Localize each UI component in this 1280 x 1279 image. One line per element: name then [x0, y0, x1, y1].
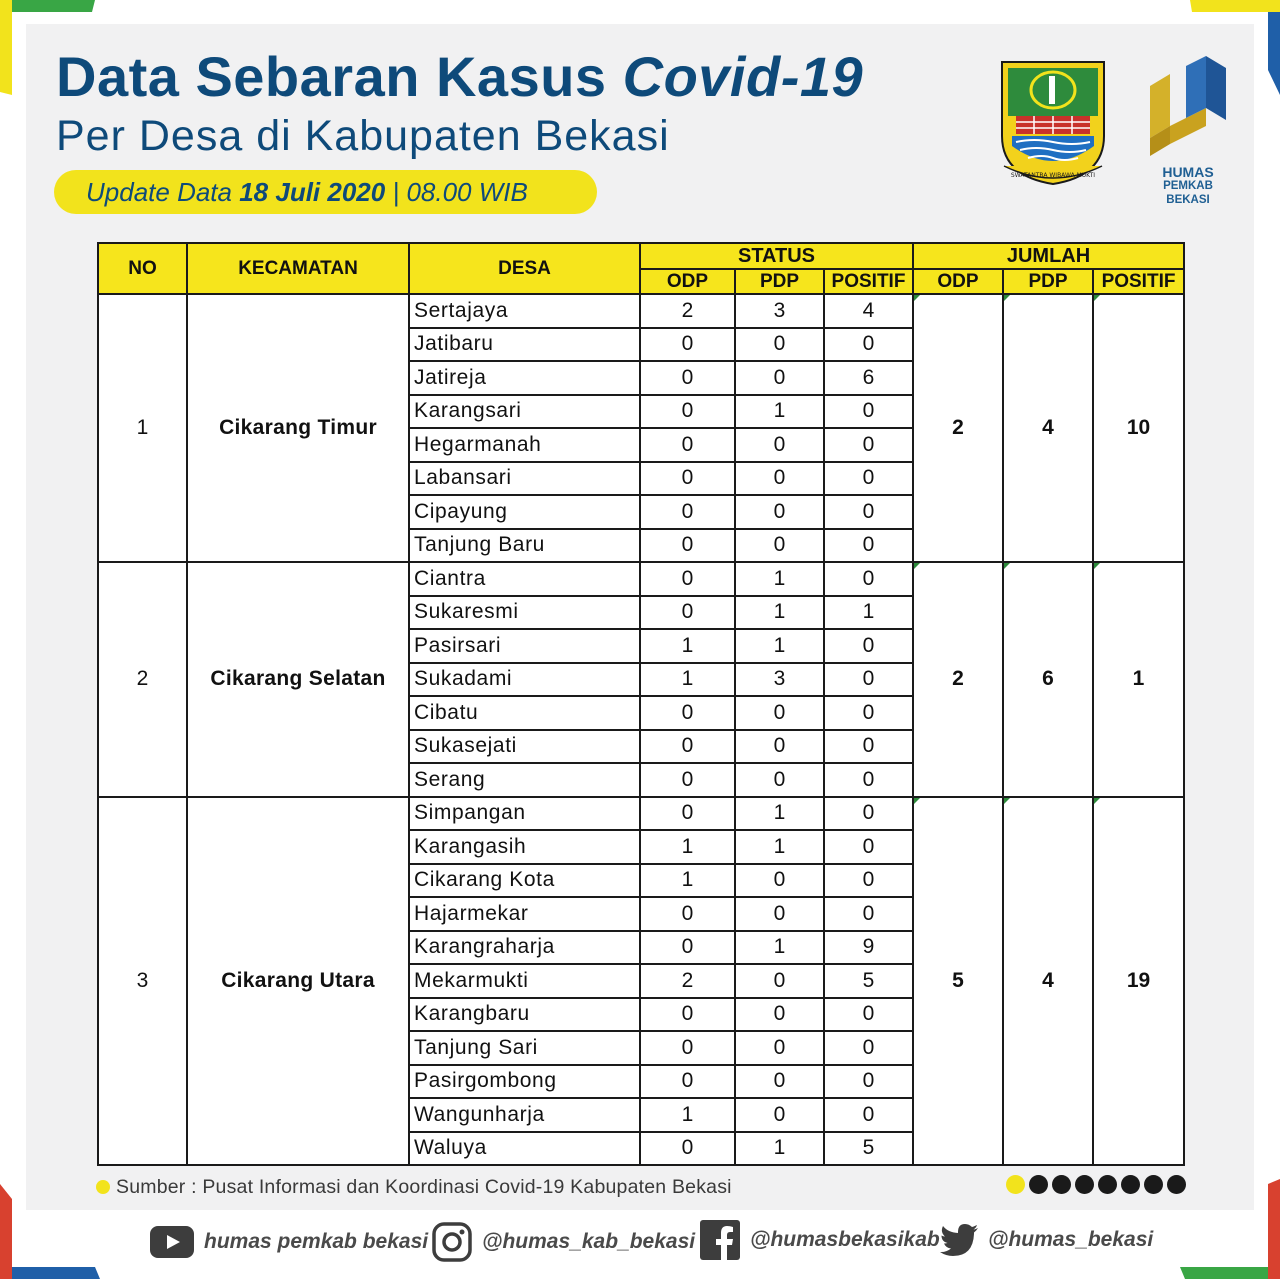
social-label: humas pemkab bekasi — [204, 1230, 429, 1253]
cell-desa: Hajarmekar — [409, 897, 640, 931]
table-row — [98, 562, 1184, 596]
cell-jumlah-positif: 1 — [1093, 562, 1184, 797]
cell-status-positif: 0 — [824, 663, 913, 697]
page-dot[interactable] — [1029, 1175, 1048, 1194]
table-row — [98, 797, 1184, 831]
cell-status-odp: 0 — [640, 328, 735, 362]
update-time: 08.00 WIB — [406, 177, 528, 207]
cell-status-pdp: 0 — [735, 1065, 824, 1099]
cell-status-positif: 5 — [824, 1132, 913, 1166]
title-plain: Data Sebaran Kasus — [56, 45, 607, 108]
cell-status-odp: 0 — [640, 998, 735, 1032]
cell-status-pdp: 1 — [735, 596, 824, 630]
facebook-icon — [700, 1220, 740, 1260]
cell-status-positif: 0 — [824, 428, 913, 462]
cell-status-positif: 0 — [824, 495, 913, 529]
cell-status-positif: 0 — [824, 462, 913, 496]
cell-kecamatan: Cikarang Selatan — [187, 562, 409, 797]
cell-status-positif: 0 — [824, 1031, 913, 1065]
cell-desa: Ciantra — [409, 562, 640, 596]
cell-desa: Pasirsari — [409, 629, 640, 663]
cell-status-positif: 6 — [824, 361, 913, 395]
twitter-icon — [940, 1224, 978, 1256]
table-row — [98, 294, 1184, 328]
cell-status-positif: 0 — [824, 864, 913, 898]
cell-desa: Jatibaru — [409, 328, 640, 362]
cell-status-pdp: 0 — [735, 495, 824, 529]
cell-no: 3 — [98, 797, 187, 1166]
cell-jumlah-pdp: 4 — [1003, 294, 1093, 562]
cell-status-positif: 0 — [824, 1065, 913, 1099]
cell-status-pdp: 0 — [735, 428, 824, 462]
update-prefix: Update Data — [86, 177, 232, 207]
page-subtitle: Per Desa di Kabupaten Bekasi — [56, 112, 670, 160]
cell-status-positif: 0 — [824, 1098, 913, 1132]
cell-status-pdp: 0 — [735, 696, 824, 730]
cell-status-pdp: 3 — [735, 294, 824, 328]
cell-status-pdp: 0 — [735, 462, 824, 496]
page-title — [56, 44, 863, 109]
cell-desa: Sukaresmi — [409, 596, 640, 630]
cell-status-odp: 0 — [640, 462, 735, 496]
cell-status-pdp: 0 — [735, 529, 824, 563]
cell-status-odp: 1 — [640, 864, 735, 898]
cell-desa: Labansari — [409, 462, 640, 496]
header-status-pdp: PDP — [735, 269, 824, 294]
source-note — [96, 1176, 732, 1199]
cell-status-pdp: 0 — [735, 1098, 824, 1132]
cell-desa: Cibatu — [409, 696, 640, 730]
cell-status-odp: 0 — [640, 361, 735, 395]
header-jumlah: JUMLAH — [913, 243, 1184, 269]
page-indicator — [1006, 1175, 1186, 1194]
page-dot[interactable] — [1121, 1175, 1140, 1194]
cell-status-odp: 1 — [640, 1098, 735, 1132]
cell-status-positif: 0 — [824, 328, 913, 362]
header-desa: DESA — [409, 243, 640, 294]
cell-status-positif: 1 — [824, 596, 913, 630]
page-dot[interactable] — [1167, 1175, 1186, 1194]
cell-status-positif: 5 — [824, 964, 913, 998]
header-jumlah-positif: POSITIF — [1093, 269, 1184, 294]
cell-status-pdp: 1 — [735, 830, 824, 864]
cell-jumlah-pdp: 6 — [1003, 562, 1093, 797]
cell-status-positif: 9 — [824, 931, 913, 965]
cell-desa: Sertajaya — [409, 294, 640, 328]
cell-desa: Mekarmukti — [409, 964, 640, 998]
cell-status-pdp: 1 — [735, 395, 824, 429]
cell-status-odp: 0 — [640, 897, 735, 931]
cell-status-pdp: 0 — [735, 964, 824, 998]
page-dot[interactable] — [1052, 1175, 1071, 1194]
update-date: 18 Juli 2020 — [239, 177, 386, 207]
social-youtube[interactable] — [150, 1226, 428, 1258]
cell-desa: Serang — [409, 763, 640, 797]
cell-status-pdp: 1 — [735, 629, 824, 663]
cell-status-pdp: 0 — [735, 998, 824, 1032]
youtube-icon — [150, 1226, 194, 1258]
cell-jumlah-positif: 10 — [1093, 294, 1184, 562]
cell-desa: Karangasih — [409, 830, 640, 864]
header-status-odp: ODP — [640, 269, 735, 294]
cell-jumlah-pdp: 4 — [1003, 797, 1093, 1166]
social-label: @humasbekasikab — [750, 1228, 940, 1251]
page-dot[interactable] — [1075, 1175, 1094, 1194]
cell-desa: Tanjung Baru — [409, 529, 640, 563]
cell-desa: Cikarang Kota — [409, 864, 640, 898]
cell-status-pdp: 0 — [735, 1031, 824, 1065]
cell-status-pdp: 1 — [735, 562, 824, 596]
cell-status-positif: 0 — [824, 763, 913, 797]
cell-desa: Sukasejati — [409, 730, 640, 764]
cell-status-odp: 0 — [640, 1132, 735, 1166]
cell-desa: Karangsari — [409, 395, 640, 429]
humas-logo — [1140, 56, 1236, 207]
header-no: NO — [98, 243, 187, 294]
cell-status-odp: 0 — [640, 395, 735, 429]
source-bullet-icon — [96, 1180, 110, 1194]
cell-status-positif: 0 — [824, 730, 913, 764]
cell-status-pdp: 0 — [735, 763, 824, 797]
source-text: Sumber : Pusat Informasi dan Koordinasi Covid-19 Kabupaten Bekasi — [116, 1176, 732, 1198]
cell-desa: Jatireja — [409, 361, 640, 395]
cell-status-odp: 0 — [640, 730, 735, 764]
cell-status-pdp: 0 — [735, 864, 824, 898]
cell-desa: Sukadami — [409, 663, 640, 697]
cell-status-odp: 0 — [640, 1065, 735, 1099]
cell-status-odp: 0 — [640, 696, 735, 730]
cell-status-positif: 0 — [824, 696, 913, 730]
cell-desa: Pasirgombong — [409, 1065, 640, 1099]
header-kecamatan: KECAMATAN — [187, 243, 409, 294]
cell-status-positif: 0 — [824, 797, 913, 831]
covid-data-table — [97, 242, 1185, 1166]
humas-logo-line2: PEMKAB BEKASI — [1163, 180, 1213, 206]
cell-status-positif: 0 — [824, 562, 913, 596]
cell-status-positif: 0 — [824, 395, 913, 429]
cell-jumlah-odp: 2 — [913, 562, 1003, 797]
cell-kecamatan: Cikarang Timur — [187, 294, 409, 562]
social-bar — [0, 1222, 1280, 1272]
update-badge — [54, 170, 597, 214]
cell-desa: Tanjung Sari — [409, 1031, 640, 1065]
cell-status-odp: 1 — [640, 629, 735, 663]
social-instagram[interactable] — [432, 1222, 695, 1262]
table-body — [98, 294, 1184, 1165]
cell-status-odp: 0 — [640, 763, 735, 797]
cell-status-odp: 0 — [640, 529, 735, 563]
cell-status-odp: 0 — [640, 495, 735, 529]
cell-jumlah-positif: 19 — [1093, 797, 1184, 1166]
cell-desa: Karangraharja — [409, 931, 640, 965]
cell-status-odp: 0 — [640, 596, 735, 630]
header-jumlah-pdp: PDP — [1003, 269, 1093, 294]
cell-no: 2 — [98, 562, 187, 797]
social-facebook[interactable] — [700, 1220, 940, 1260]
cell-status-pdp: 3 — [735, 663, 824, 697]
cell-status-odp: 0 — [640, 562, 735, 596]
cell-status-odp: 0 — [640, 797, 735, 831]
crest-motto: SWATANTRA WIBAWA MUKTI — [1010, 172, 1096, 179]
header-status: STATUS — [640, 243, 913, 269]
page-dot[interactable] — [1006, 1175, 1025, 1194]
social-label: @humas_kab_bekasi — [482, 1230, 696, 1253]
cell-status-odp: 0 — [640, 1031, 735, 1065]
cell-status-positif: 0 — [824, 529, 913, 563]
cell-desa: Cipayung — [409, 495, 640, 529]
cell-jumlah-odp: 5 — [913, 797, 1003, 1166]
cell-status-pdp: 0 — [735, 730, 824, 764]
cell-desa: Waluya — [409, 1132, 640, 1166]
cell-no: 1 — [98, 294, 187, 562]
cell-status-odp: 0 — [640, 931, 735, 965]
header-jumlah-odp: ODP — [913, 269, 1003, 294]
social-label: @humas_bekasi — [988, 1228, 1154, 1251]
cell-status-odp: 1 — [640, 830, 735, 864]
humas-h-mark-icon — [1140, 56, 1236, 160]
update-separator: | — [392, 177, 400, 207]
cell-jumlah-odp: 2 — [913, 294, 1003, 562]
cell-desa: Simpangan — [409, 797, 640, 831]
cell-status-pdp: 1 — [735, 931, 824, 965]
cell-status-odp: 2 — [640, 294, 735, 328]
cell-desa: Hegarmanah — [409, 428, 640, 462]
cell-status-positif: 4 — [824, 294, 913, 328]
cell-status-pdp: 1 — [735, 1132, 824, 1166]
cell-status-pdp: 0 — [735, 897, 824, 931]
page-dot[interactable] — [1098, 1175, 1117, 1194]
cell-status-positif: 0 — [824, 629, 913, 663]
humas-logo-line1: HUMAS — [1162, 164, 1214, 180]
cell-status-pdp: 1 — [735, 797, 824, 831]
page-dot[interactable] — [1144, 1175, 1163, 1194]
cell-status-positif: 0 — [824, 897, 913, 931]
cell-status-odp: 0 — [640, 428, 735, 462]
cell-status-odp: 1 — [640, 663, 735, 697]
cell-kecamatan: Cikarang Utara — [187, 797, 409, 1166]
cell-status-pdp: 0 — [735, 361, 824, 395]
title-italic: Covid-19 — [622, 45, 864, 108]
cell-status-pdp: 0 — [735, 328, 824, 362]
cell-status-odp: 2 — [640, 964, 735, 998]
kabupaten-bekasi-crest-logo — [994, 58, 1112, 190]
social-twitter[interactable] — [940, 1224, 1153, 1256]
instagram-icon — [432, 1222, 472, 1262]
cell-status-positif: 0 — [824, 830, 913, 864]
header-status-positif: POSITIF — [824, 269, 913, 294]
cell-status-positif: 0 — [824, 998, 913, 1032]
cell-desa: Karangbaru — [409, 998, 640, 1032]
cell-desa: Wangunharja — [409, 1098, 640, 1132]
